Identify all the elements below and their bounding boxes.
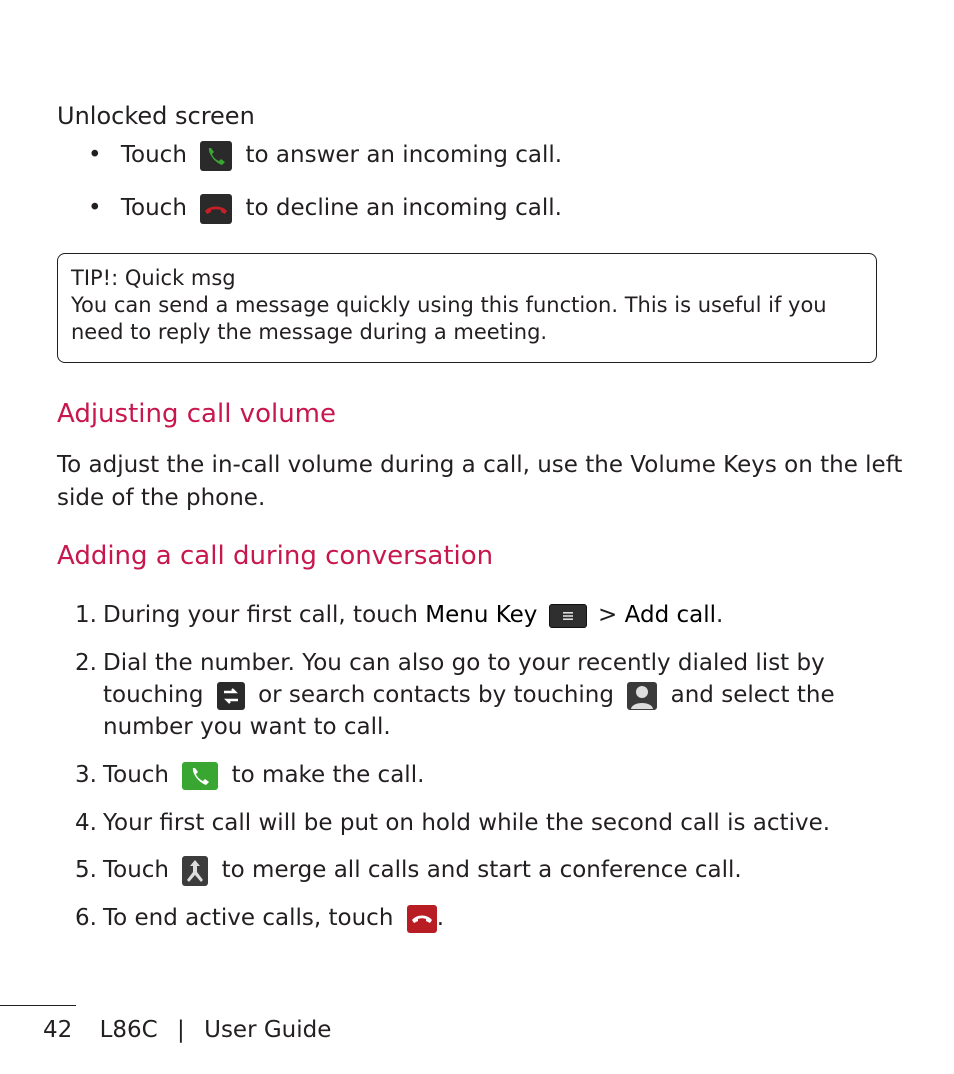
- step-2-line-2: [103, 679, 835, 711]
- step-number: 1.: [75, 602, 97, 628]
- step-end: .: [436, 905, 445, 931]
- footer-guide: User Guide: [204, 1017, 332, 1043]
- bullet-text-after: to decline an incoming call.: [245, 195, 562, 221]
- contacts-icon: [627, 682, 657, 710]
- step-text: Your first call will be put on hold while the second call is active.: [103, 810, 831, 836]
- tip-body-line-1: You can send a message quickly using this function. This is useful if you: [71, 293, 827, 317]
- step-text: or search contacts by touching: [258, 682, 614, 708]
- phone-decline-icon: [200, 194, 232, 224]
- step-number: 6.: [75, 905, 97, 931]
- step-3: [75, 759, 424, 791]
- step-number: 3.: [75, 762, 97, 788]
- bullet-text-before: Touch: [120, 195, 187, 221]
- step-1: [75, 599, 723, 631]
- bullet-dot: •: [88, 195, 102, 221]
- section-title-unlocked: Unlocked screen: [57, 102, 255, 130]
- footer-model: L86C: [99, 1017, 158, 1043]
- step-text: During your first call, touch: [103, 602, 426, 628]
- step-2-line-1: [75, 647, 825, 679]
- menu-key-icon: [549, 604, 587, 628]
- page-number: 42: [43, 1017, 73, 1043]
- bullet-decline: [88, 192, 562, 224]
- step-number: 2.: [75, 650, 97, 676]
- bullet-answer: [88, 139, 562, 171]
- recent-calls-icon: [217, 682, 245, 710]
- step-text: Dial the number. You can also go to your recently dialed list by: [103, 650, 825, 676]
- tip-body-line-2: need to reply the message during a meeting.: [71, 320, 548, 344]
- bullet-dot: •: [88, 142, 102, 168]
- footer-rule: [0, 1005, 76, 1006]
- menu-key-label: Menu Key: [425, 602, 538, 628]
- footer-separator: |: [177, 1017, 185, 1043]
- menu-separator: >: [590, 602, 625, 628]
- tip-title: TIP!: Quick msg: [71, 266, 236, 290]
- step-number: 5.: [75, 857, 97, 883]
- step-6: [75, 902, 444, 934]
- add-call-label: Add call: [624, 602, 717, 628]
- step-end: .: [716, 602, 724, 628]
- end-call-icon: [407, 905, 437, 933]
- step-text: and select the: [670, 682, 835, 708]
- step-4: [75, 807, 830, 839]
- step-number: 4.: [75, 810, 97, 836]
- step-5: [75, 854, 742, 886]
- volume-text-line-1: To adjust the in-call volume during a call, use the Volume Keys on the left: [57, 452, 903, 478]
- heading-adding-call: Adding a call during conversation: [57, 541, 494, 571]
- call-icon: [182, 762, 218, 790]
- phone-answer-icon: [200, 141, 232, 171]
- volume-text-line-2: side of the phone.: [57, 485, 266, 511]
- step-text: to merge all calls and start a conference call.: [221, 857, 742, 883]
- heading-adjusting-volume: Adjusting call volume: [57, 399, 337, 429]
- step-text: touching: [103, 682, 204, 708]
- bullet-text-after: to answer an incoming call.: [245, 142, 563, 168]
- bullet-text-before: Touch: [120, 142, 187, 168]
- step-text: to make the call.: [231, 762, 425, 788]
- step-text: Touch: [103, 762, 170, 788]
- merge-calls-icon: [182, 856, 208, 886]
- footer: [43, 1014, 331, 1046]
- step-text: Touch: [103, 857, 170, 883]
- step-text: To end active calls, touch: [103, 905, 394, 931]
- step-2-line-3: number you want to call.: [103, 714, 391, 740]
